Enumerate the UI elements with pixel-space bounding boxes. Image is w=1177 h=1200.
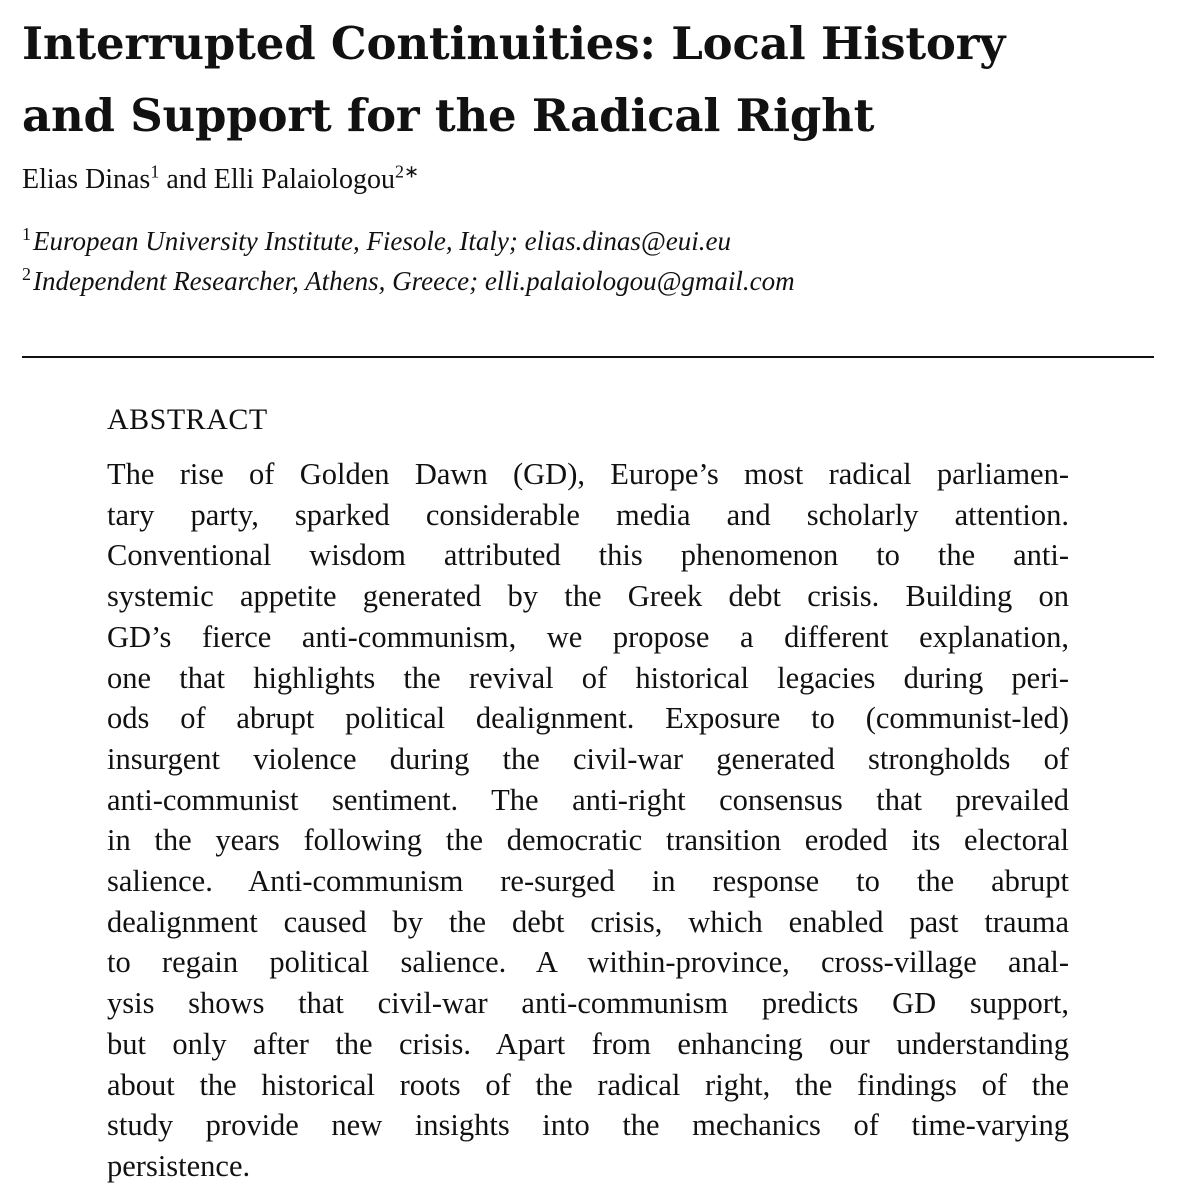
paper-title — [22, 8, 1162, 152]
author-affiliation-mark: 1 — [150, 161, 160, 182]
affiliation-mark: 1 — [22, 224, 31, 244]
author-connector: and — [159, 164, 214, 195]
affiliation-1 — [22, 222, 731, 260]
abstract-line: insurgent violence during the civil-war generated strongholds of — [107, 741, 1069, 776]
author-affiliation-mark: 2∗ — [394, 161, 420, 182]
abstract-line: study provide new insights into the mechanics of time-varying — [107, 1108, 1069, 1143]
affiliation-mark: 2 — [22, 264, 31, 284]
author-name: Elias Dinas — [22, 164, 151, 195]
paper-title-line-1: Interrupted Continuities: Local History — [22, 17, 1006, 70]
abstract-line: dealignment caused by the debt crisis, which enabled past trauma — [107, 904, 1069, 939]
affiliation-2 — [22, 262, 795, 300]
abstract-line: ysis shows that civil-war anti-communism predicts GD support, — [107, 986, 1069, 1021]
affiliation-text: Independent Researcher, Athens, Greece; elli.palaiologou@gmail.com — [33, 266, 795, 296]
abstract-line: ods of abrupt political dealignment. Exposure to (communist-led) — [107, 701, 1069, 736]
abstract-line: Conventional wisdom attributed this phenomenon to the anti- — [107, 538, 1069, 573]
abstract-line: salience. Anti-communism re-surged in response to the abrupt — [107, 864, 1069, 899]
abstract-line: tary party, sparked considerable media and scholarly attention. — [107, 497, 1069, 532]
abstract-line: anti-communist sentiment. The anti-right consensus that prevailed — [107, 782, 1069, 817]
abstract-line: to regain political salience. A within-province, cross-village anal- — [107, 945, 1069, 980]
abstract-line: but only after the crisis. Apart from enhancing our understanding — [107, 1026, 1069, 1061]
abstract-line: in the years following the democratic transition eroded its electoral — [107, 823, 1069, 858]
abstract-line: about the historical roots of the radical right, the findings of the — [107, 1067, 1069, 1102]
abstract-line: systemic appetite generated by the Greek debt crisis. Building on — [107, 579, 1069, 614]
abstract-heading: ABSTRACT — [107, 403, 268, 436]
abstract-body — [107, 454, 1069, 1187]
author-list — [22, 160, 419, 200]
paper-title-line-2: and Support for the Radical Right — [22, 89, 875, 142]
section-divider — [22, 356, 1154, 358]
author-name: Elli Palaiologou — [213, 164, 395, 195]
abstract-line: one that highlights the revival of historical legacies during peri- — [107, 660, 1069, 695]
abstract-line: The rise of Golden Dawn (GD), Europe’s most radical parliamen- — [107, 457, 1069, 491]
affiliation-text: European University Institute, Fiesole, Italy; elias.dinas@eui.eu — [33, 226, 731, 256]
abstract-line: persistence. — [107, 1148, 251, 1183]
abstract-line: GD’s fierce anti-communism, we propose a different explanation, — [107, 619, 1069, 654]
